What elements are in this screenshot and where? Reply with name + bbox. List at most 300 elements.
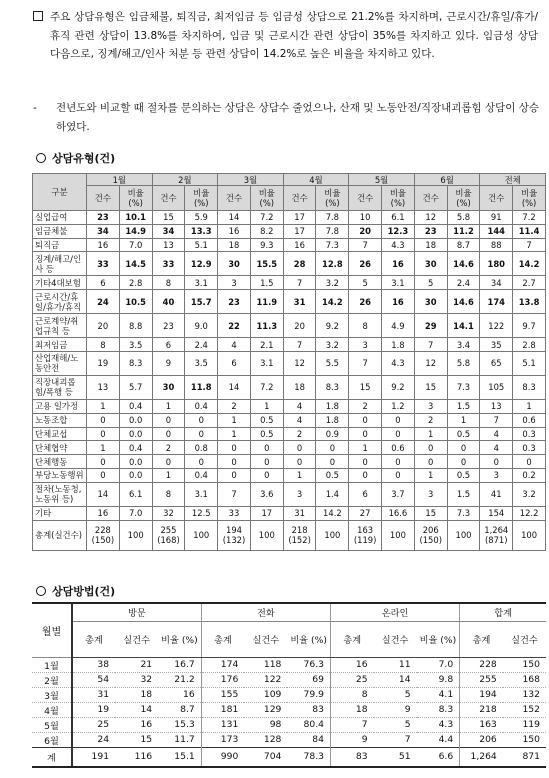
count-cell: 7 xyxy=(218,482,251,506)
ratio-cell: 7.8 xyxy=(316,224,349,238)
ratio-cell: 14.5 xyxy=(119,252,152,276)
count-cell: 12 xyxy=(414,211,447,225)
ratio-cell: 10.1 xyxy=(119,211,152,225)
total-real-count: (132) xyxy=(222,535,246,546)
ratio-cell: 8.3 xyxy=(316,375,349,399)
count-cell: 16 xyxy=(87,506,120,520)
count-cell: 28 xyxy=(283,252,316,276)
ratio-cell: 0 xyxy=(382,455,415,469)
ratio-cell: 0.3 xyxy=(513,427,546,441)
value-cell: 206 xyxy=(460,732,503,747)
ratio-cell: 7.3 xyxy=(447,506,480,520)
ratio-cell: 0 xyxy=(185,455,218,469)
intro-dash-text: 전년도와 비교할 때 절차를 문의하는 상담은 상담수 줄었으나, 산재 및 노동안전/직장내괴롭힘 상담이 상승하였다. xyxy=(56,102,540,133)
column-header-ratio: 비율 (%) xyxy=(447,186,480,211)
ratio-cell: 15.5 xyxy=(250,252,283,276)
ratio-cell: 1 xyxy=(513,399,546,413)
ratio-cell: 0.9 xyxy=(316,427,349,441)
column-header-ratio: 비율 (%) xyxy=(316,186,349,211)
ratio-cell: 8.3 xyxy=(513,375,546,399)
ratio-cell: 11.3 xyxy=(250,314,283,338)
month-label: 6월 xyxy=(32,732,72,747)
count-cell: 16 xyxy=(283,238,316,252)
table-row xyxy=(33,211,546,225)
ratio-cell: 7.2 xyxy=(250,375,283,399)
count-cell: 13 xyxy=(152,238,185,252)
ratio-cell: 0.5 xyxy=(250,427,283,441)
count-cell: 14 xyxy=(218,211,251,225)
value-cell: 194 xyxy=(460,687,503,702)
column-header-ratio: 비율 (%) xyxy=(287,621,330,657)
value-cell: 24 xyxy=(72,732,115,747)
ratio-cell: 7.3 xyxy=(447,375,480,399)
total-real-count: (150) xyxy=(419,535,442,546)
table-row xyxy=(32,702,546,717)
value-cell: 16 xyxy=(330,657,373,672)
count-cell: 12 xyxy=(414,351,447,375)
total-real-count: (152) xyxy=(288,535,311,546)
ratio-cell: 0 xyxy=(447,441,480,455)
dash-bullet: - xyxy=(33,102,37,114)
count-cell: 17 xyxy=(283,224,316,238)
value-cell: 15 xyxy=(115,732,158,747)
count-cell: 33 xyxy=(152,252,185,276)
value-cell: 4.1 xyxy=(417,687,460,702)
value-cell: 15.1 xyxy=(158,747,201,767)
value-cell: 704 xyxy=(244,747,287,767)
count-cell: 20 xyxy=(283,314,316,338)
count-cell: 6 xyxy=(152,338,185,352)
value-cell: 129 xyxy=(244,702,287,717)
row-label: 징계/해고/인사 등 xyxy=(33,252,87,276)
value-cell: 8.3 xyxy=(417,702,460,717)
ratio-cell: 0.5 xyxy=(447,427,480,441)
column-header-count: 건수 xyxy=(152,186,185,211)
consult-method-title-text: 상담방법(건) xyxy=(52,585,116,598)
row-label: 실업급여 xyxy=(33,211,87,225)
count-cell: 7 xyxy=(349,351,382,375)
ratio-cell: 3.4 xyxy=(447,338,480,352)
count-cell: 0 xyxy=(349,468,382,482)
month-label: 계 xyxy=(32,747,72,767)
count-cell: 41 xyxy=(480,482,513,506)
count-cell: 0 xyxy=(218,441,251,455)
total-real-count: (150) xyxy=(91,535,115,546)
column-header-month: 6월 xyxy=(414,174,480,186)
ratio-cell: 0.8 xyxy=(185,441,218,455)
count-cell: 34 xyxy=(152,224,185,238)
column-header-month: 전체 xyxy=(480,174,546,186)
ratio-cell: 8.8 xyxy=(119,314,152,338)
total-count: 228 xyxy=(94,525,111,536)
consult-method-title xyxy=(36,583,115,599)
row-label: 기타4대보험 xyxy=(33,276,87,290)
count-cell: 20 xyxy=(87,314,120,338)
table-row xyxy=(33,441,546,455)
count-cell: 40 xyxy=(152,290,185,314)
value-cell: 150 xyxy=(503,657,546,672)
total-count-cell xyxy=(218,520,251,550)
ratio-cell: 0 xyxy=(250,441,283,455)
month-label: 4월 xyxy=(32,702,72,717)
ratio-cell: 2.4 xyxy=(447,276,480,290)
count-cell: 1 xyxy=(87,441,120,455)
count-cell: 18 xyxy=(283,375,316,399)
column-header-count: 건수 xyxy=(87,186,120,211)
count-cell: 3 xyxy=(414,482,447,506)
count-cell: 31 xyxy=(283,290,316,314)
ratio-cell: 0.2 xyxy=(513,468,546,482)
count-cell: 7 xyxy=(414,338,447,352)
value-cell: 14 xyxy=(115,702,158,717)
column-header-ratio: 비율 (%) xyxy=(513,186,546,211)
column-header-ratio: 비율 (%) xyxy=(382,186,415,211)
column-header-total: 총계 xyxy=(460,621,503,657)
table-row xyxy=(33,276,546,290)
ratio-cell: 7.2 xyxy=(250,211,283,225)
value-cell: 1,264 xyxy=(460,747,503,767)
ratio-cell: 10.5 xyxy=(119,290,152,314)
ratio-cell: 1.5 xyxy=(250,276,283,290)
column-header-count: 건수 xyxy=(414,186,447,211)
ratio-cell: 3.2 xyxy=(316,338,349,352)
total-count-cell xyxy=(152,520,185,550)
column-header-group: 온라인 xyxy=(330,603,459,621)
count-cell: 3 xyxy=(414,399,447,413)
total-count-cell xyxy=(414,520,447,550)
column-header-ratio: 비율 (%) xyxy=(250,186,283,211)
count-cell: 1 xyxy=(218,427,251,441)
ratio-cell: 11.9 xyxy=(250,290,283,314)
column-header-month: 월별 xyxy=(32,603,72,657)
ratio-cell: 14.1 xyxy=(447,314,480,338)
value-cell: 163 xyxy=(460,717,503,732)
total-ratio-cell: 100 xyxy=(185,520,218,550)
value-cell: 109 xyxy=(244,687,287,702)
ratio-cell: 3.1 xyxy=(185,276,218,290)
ratio-cell: 5.8 xyxy=(447,351,480,375)
ratio-cell: 16 xyxy=(382,290,415,314)
month-label: 3월 xyxy=(32,687,72,702)
value-cell: 871 xyxy=(503,747,546,767)
column-header-category: 구분 xyxy=(33,174,87,211)
count-cell: 1 xyxy=(218,413,251,427)
ratio-cell: 0 xyxy=(250,468,283,482)
ratio-cell: 0.4 xyxy=(119,441,152,455)
count-cell: 2 xyxy=(414,413,447,427)
total-count: 194 xyxy=(226,525,243,536)
count-cell: 35 xyxy=(480,338,513,352)
table-row xyxy=(33,290,546,314)
ratio-cell: 0 xyxy=(382,427,415,441)
count-cell: 3 xyxy=(480,468,513,482)
count-cell: 31 xyxy=(283,506,316,520)
count-cell: 13 xyxy=(87,375,120,399)
total-ratio-cell: 100 xyxy=(447,520,480,550)
column-header-group: 방문 xyxy=(72,603,201,621)
count-cell: 0 xyxy=(283,441,316,455)
count-cell: 16 xyxy=(87,238,120,252)
ratio-cell: 0.0 xyxy=(119,455,152,469)
count-cell: 3 xyxy=(218,276,251,290)
ratio-cell: 0.5 xyxy=(250,413,283,427)
count-cell: 88 xyxy=(480,238,513,252)
ratio-cell: 12.2 xyxy=(513,506,546,520)
count-cell: 0 xyxy=(414,455,447,469)
value-cell: 54 xyxy=(72,672,115,687)
column-header-total: 총계 xyxy=(330,621,373,657)
total-real-count: (119) xyxy=(353,535,377,546)
ratio-cell: 3.2 xyxy=(316,276,349,290)
count-cell: 33 xyxy=(218,506,251,520)
ratio-cell: 7 xyxy=(513,238,546,252)
count-cell: 2 xyxy=(152,441,185,455)
value-cell: 8.7 xyxy=(158,702,201,717)
count-cell: 10 xyxy=(349,211,382,225)
count-cell: 23 xyxy=(414,224,447,238)
count-cell: 1 xyxy=(87,399,120,413)
ratio-cell: 11.2 xyxy=(447,224,480,238)
column-header-ratio: 비율 (%) xyxy=(417,621,460,657)
count-cell: 2 xyxy=(283,427,316,441)
ratio-cell: 4.3 xyxy=(382,238,415,252)
count-cell: 6 xyxy=(218,351,251,375)
count-cell: 0 xyxy=(152,413,185,427)
ratio-cell: 9.2 xyxy=(316,314,349,338)
ratio-cell: 14.6 xyxy=(447,252,480,276)
table-row xyxy=(33,238,546,252)
ratio-cell: 16 xyxy=(382,252,415,276)
value-cell: 118 xyxy=(244,657,287,672)
count-cell: 0 xyxy=(349,413,382,427)
row-label: 퇴직금 xyxy=(33,238,87,252)
value-cell: 7 xyxy=(374,732,417,747)
ratio-cell: 7.2 xyxy=(513,211,546,225)
count-cell: 30 xyxy=(414,290,447,314)
count-cell: 4 xyxy=(283,413,316,427)
value-cell: 21 xyxy=(115,657,158,672)
count-cell: 3 xyxy=(283,482,316,506)
count-cell: 6 xyxy=(87,276,120,290)
table-row xyxy=(33,413,546,427)
ratio-cell: 8.2 xyxy=(250,224,283,238)
count-cell: 32 xyxy=(152,506,185,520)
ratio-cell: 0.0 xyxy=(119,468,152,482)
value-cell: 25 xyxy=(72,717,115,732)
ratio-cell: 2.7 xyxy=(513,276,546,290)
count-cell: 1 xyxy=(414,427,447,441)
value-cell: 16 xyxy=(158,687,201,702)
ratio-cell: 1.5 xyxy=(447,399,480,413)
count-cell: 65 xyxy=(480,351,513,375)
table-row xyxy=(32,672,546,687)
total-count: 1,264 xyxy=(484,525,509,536)
ratio-cell: 0 xyxy=(316,441,349,455)
value-cell: 168 xyxy=(503,672,546,687)
total-count-cell xyxy=(87,520,120,550)
ratio-cell: 9.0 xyxy=(185,314,218,338)
count-cell: 26 xyxy=(349,252,382,276)
count-cell: 18 xyxy=(218,238,251,252)
value-cell: 98 xyxy=(244,717,287,732)
ratio-cell: 2.4 xyxy=(185,338,218,352)
ratio-cell: 5.7 xyxy=(119,375,152,399)
column-header-count: 건수 xyxy=(349,186,382,211)
ratio-cell: 12.5 xyxy=(185,506,218,520)
row-label: 단체교섭 xyxy=(33,427,87,441)
count-cell: 23 xyxy=(152,314,185,338)
count-cell: 30 xyxy=(218,252,251,276)
ratio-cell: 5.9 xyxy=(185,211,218,225)
ratio-cell: 12.9 xyxy=(185,252,218,276)
count-cell: 15 xyxy=(414,506,447,520)
ratio-cell: 14.2 xyxy=(316,506,349,520)
count-cell: 34 xyxy=(87,224,120,238)
count-cell: 34 xyxy=(480,276,513,290)
ratio-cell: 12.3 xyxy=(382,224,415,238)
total-ratio-cell: 100 xyxy=(513,520,546,550)
ratio-cell: 4.9 xyxy=(382,314,415,338)
ratio-cell: 1.8 xyxy=(316,399,349,413)
count-cell: 4 xyxy=(283,399,316,413)
ratio-cell: 6.1 xyxy=(382,211,415,225)
row-label: 근로계약/취업규칙 등 xyxy=(33,314,87,338)
consult-type-title-text: 상담유형(건) xyxy=(52,152,116,165)
total-ratio-cell: 100 xyxy=(250,520,283,550)
ratio-cell: 3.7 xyxy=(382,482,415,506)
ratio-cell: 4.3 xyxy=(382,351,415,375)
ratio-cell: 0 xyxy=(513,455,546,469)
value-cell: 21.2 xyxy=(158,672,201,687)
ratio-cell: 0 xyxy=(447,455,480,469)
ratio-cell: 14.2 xyxy=(513,252,546,276)
table-row xyxy=(33,224,546,238)
ratio-cell: 3.5 xyxy=(119,338,152,352)
month-label: 1월 xyxy=(32,657,72,672)
ratio-cell: 13.3 xyxy=(185,224,218,238)
value-cell: 228 xyxy=(460,657,503,672)
ratio-cell: 1.8 xyxy=(382,338,415,352)
ratio-cell: 0.4 xyxy=(185,399,218,413)
value-cell: 131 xyxy=(201,717,244,732)
value-cell: 9 xyxy=(330,732,373,747)
count-cell: 15 xyxy=(349,375,382,399)
ratio-cell: 11.4 xyxy=(513,224,546,238)
ratio-cell: 9.7 xyxy=(513,314,546,338)
value-cell: 152 xyxy=(503,702,546,717)
value-cell: 4.4 xyxy=(417,732,460,747)
table-row xyxy=(33,427,546,441)
count-cell: 20 xyxy=(349,224,382,238)
column-header-count: 건수 xyxy=(218,186,251,211)
ratio-cell: 13.8 xyxy=(513,290,546,314)
count-cell: 8 xyxy=(87,338,120,352)
header-row-groups xyxy=(32,603,546,621)
value-cell: 7.0 xyxy=(417,657,460,672)
ratio-cell: 0 xyxy=(382,413,415,427)
ratio-cell: 2.8 xyxy=(119,276,152,290)
count-cell: 0 xyxy=(414,441,447,455)
count-cell: 0 xyxy=(152,455,185,469)
count-cell: 18 xyxy=(414,238,447,252)
column-header-real: 실건수 xyxy=(244,621,287,657)
value-cell: 116 xyxy=(115,747,158,767)
count-cell: 15 xyxy=(152,211,185,225)
total-ratio-cell: 100 xyxy=(316,520,349,550)
value-cell: 150 xyxy=(503,732,546,747)
column-header-month: 2월 xyxy=(152,174,218,186)
count-cell: 1 xyxy=(152,399,185,413)
table-row xyxy=(33,506,546,520)
value-cell: 16.7 xyxy=(158,657,201,672)
count-cell: 30 xyxy=(152,375,185,399)
count-cell: 1 xyxy=(414,468,447,482)
ratio-cell: 7.0 xyxy=(119,238,152,252)
count-cell: 15 xyxy=(414,375,447,399)
count-cell: 1 xyxy=(283,468,316,482)
ratio-cell: 5.1 xyxy=(513,351,546,375)
ratio-cell: 0.5 xyxy=(447,468,480,482)
ratio-cell: 5.8 xyxy=(447,211,480,225)
table-row xyxy=(33,375,546,399)
ratio-cell: 14.6 xyxy=(447,290,480,314)
count-cell: 24 xyxy=(87,290,120,314)
count-cell: 3 xyxy=(349,338,382,352)
count-cell: 14 xyxy=(87,482,120,506)
ratio-cell: 3.2 xyxy=(513,482,546,506)
ratio-cell: 8.7 xyxy=(447,238,480,252)
ratio-cell: 0.3 xyxy=(513,441,546,455)
value-cell: 173 xyxy=(201,732,244,747)
ratio-cell: 0 xyxy=(185,427,218,441)
row-label: 산업재해/노동안전 xyxy=(33,351,87,375)
total-count: 206 xyxy=(422,525,439,536)
value-cell: 25 xyxy=(330,672,373,687)
value-cell: 6.6 xyxy=(417,747,460,767)
value-cell: 19 xyxy=(72,702,115,717)
consult-method-table xyxy=(32,602,546,768)
value-cell: 9.8 xyxy=(417,672,460,687)
value-cell: 990 xyxy=(201,747,244,767)
count-cell: 22 xyxy=(218,314,251,338)
value-cell: 132 xyxy=(503,687,546,702)
count-cell: 19 xyxy=(87,351,120,375)
column-header-real: 실건수 xyxy=(503,621,546,657)
count-cell: 144 xyxy=(480,224,513,238)
count-cell: 9 xyxy=(152,351,185,375)
count-cell: 7 xyxy=(283,338,316,352)
value-cell: 51 xyxy=(374,747,417,767)
count-cell: 4 xyxy=(480,441,513,455)
table-row xyxy=(33,338,546,352)
square-bullet-icon xyxy=(33,11,43,21)
ratio-cell: 3.5 xyxy=(185,351,218,375)
count-cell: 17 xyxy=(283,211,316,225)
value-cell: 4.3 xyxy=(417,717,460,732)
count-cell: 7 xyxy=(283,276,316,290)
ratio-cell: 0 xyxy=(250,455,283,469)
count-cell: 14 xyxy=(218,375,251,399)
row-label: 단체협약 xyxy=(33,441,87,455)
intro-bullet-text: 주요 상담유형은 임금체불, 퇴직금, 최저임금 등 임금성 상담으로 21.2%를 차지하며, 근로시간/휴일/휴가/휴직 관련 상담이 13.8%를 차지하여, 임금 및 근로시간 관련 상담이 35%를 차지하고 있다. 임금성 상담 다음으로, 징계/해고/인사 처분 등 관련 상담이 14.2%로 높은 비율을 차지하고 있다. xyxy=(50,11,538,61)
column-header-month: 4월 xyxy=(283,174,349,186)
ratio-cell: 0.4 xyxy=(119,399,152,413)
value-cell: 18 xyxy=(115,687,158,702)
ratio-cell: 5.1 xyxy=(185,238,218,252)
column-header-count: 건수 xyxy=(283,186,316,211)
value-cell: 255 xyxy=(460,672,503,687)
count-cell: 7 xyxy=(349,238,382,252)
